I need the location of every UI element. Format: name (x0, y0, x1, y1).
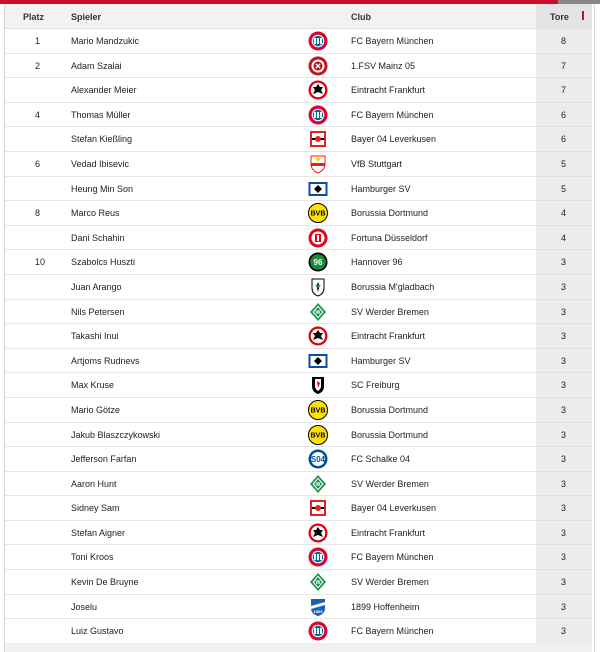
row-goals: 7 (561, 85, 567, 96)
svg-text:S04: S04 (310, 455, 326, 465)
row-position: 1 (35, 36, 41, 46)
row-position: 6 (35, 158, 41, 169)
row-position: 8 (35, 208, 41, 219)
row-club-name[interactable]: SV Werder Bremen (351, 306, 429, 317)
table-row[interactable] (5, 275, 592, 300)
row-player-name[interactable]: Stefan Aigner (71, 527, 126, 538)
row-goals-cell (536, 447, 592, 472)
row-player-name[interactable]: Szabolcs Huszti (71, 257, 136, 268)
row-goals: 6 (561, 134, 567, 145)
row-club-name[interactable]: Borussia Dortmund (351, 208, 429, 219)
row-club-name[interactable]: VfB Stuttgart (351, 158, 403, 169)
row-position: 2 (35, 60, 41, 71)
svg-text:W: W (315, 481, 321, 488)
table-row[interactable] (5, 619, 592, 644)
table-row[interactable] (5, 595, 592, 620)
table-row[interactable] (5, 201, 592, 226)
row-player-name[interactable]: Kevin De Bruyne (71, 577, 139, 588)
row-club-name[interactable]: FC Bayern München (351, 109, 434, 120)
row-goals-cell (536, 127, 592, 152)
sort-arrow-icon (582, 11, 584, 20)
table-row[interactable] (5, 545, 592, 570)
duesseldorf-club-logo-icon[interactable] (308, 228, 328, 248)
row-goals-cell (536, 226, 592, 251)
bayern-club-logo-icon[interactable] (308, 621, 328, 641)
row-goals-cell (536, 619, 592, 644)
row-player-name[interactable]: Max Kruse (71, 380, 115, 391)
row-player-name[interactable]: Toni Kroos (71, 552, 114, 563)
header-tore-label: Tore (550, 12, 569, 22)
row-goals: 3 (561, 527, 567, 538)
table-row[interactable] (5, 226, 592, 251)
table-header (5, 4, 592, 29)
row-club-name[interactable]: Fortuna Düsseldorf (351, 232, 428, 243)
table-row[interactable] (5, 324, 592, 349)
row-goals: 3 (561, 454, 567, 465)
table-row[interactable] (5, 54, 592, 79)
table-row[interactable] (5, 423, 592, 448)
row-goals-cell (536, 152, 592, 177)
row-club-name[interactable]: SV Werder Bremen (351, 577, 429, 588)
table-row[interactable] (5, 152, 592, 177)
row-goals-cell (536, 78, 592, 103)
row-player-name[interactable]: Heung Min Son (71, 183, 134, 194)
frankfurt-club-logo-icon[interactable] (308, 326, 328, 346)
row-player-name[interactable]: Alexander Meier (71, 85, 137, 96)
row-club-name[interactable]: Bayer 04 Leverkusen (351, 134, 437, 145)
row-club-name[interactable]: SV Werder Bremen (351, 478, 429, 489)
row-goals: 7 (561, 60, 567, 71)
row-player-name[interactable]: Nils Petersen (71, 306, 125, 317)
row-club-name[interactable]: Borussia M'gladbach (351, 281, 435, 292)
dortmund-club-logo-icon[interactable] (308, 400, 328, 420)
row-club-name[interactable]: Hamburger SV (351, 355, 411, 366)
row-goals: 3 (561, 478, 567, 489)
row-goals-cell (536, 324, 592, 349)
row-player-name[interactable]: Jakub Blaszczykowski (71, 429, 161, 440)
row-goals: 3 (561, 601, 567, 612)
bayern-club-logo-icon[interactable] (308, 31, 328, 51)
row-club-name[interactable]: Borussia Dortmund (351, 404, 429, 415)
row-goals-cell (536, 250, 592, 275)
row-club-name[interactable]: 1899 Hoffenheim (351, 601, 420, 612)
header-platz[interactable]: Platz (23, 12, 45, 22)
table-row[interactable] (5, 472, 592, 497)
hoffenheim-club-logo-icon[interactable] (308, 597, 328, 617)
row-goals: 5 (561, 158, 567, 169)
row-club-name[interactable]: SC Freiburg (351, 380, 400, 391)
bremen-club-logo-icon[interactable] (308, 474, 328, 494)
row-goals: 3 (561, 380, 567, 391)
bayern-club-logo-icon[interactable] (308, 105, 328, 125)
row-club-name[interactable]: Hamburger SV (351, 183, 411, 194)
row-goals: 3 (561, 503, 567, 514)
row-goals: 8 (561, 36, 567, 46)
bremen-club-logo-icon[interactable] (308, 572, 328, 592)
row-club-name[interactable]: Eintracht Frankfurt (351, 331, 426, 342)
dortmund-club-logo-icon[interactable] (308, 203, 328, 223)
row-player-name[interactable]: Mario Götze (71, 404, 121, 415)
row-goals-cell (536, 398, 592, 423)
table-row[interactable] (5, 570, 592, 595)
row-player-name[interactable]: Mario Mandzukic (71, 36, 140, 46)
header-club[interactable]: Club (351, 12, 371, 22)
gladbach-club-logo-icon[interactable] (308, 277, 328, 297)
row-player-name[interactable]: Aaron Hunt (71, 478, 117, 489)
row-player-name[interactable]: Jefferson Farfan (71, 454, 137, 465)
row-player-name[interactable]: Vedad Ibisevic (71, 158, 130, 169)
bayern-club-logo-icon[interactable] (308, 547, 328, 567)
scorers-table (5, 29, 592, 644)
table-row[interactable] (5, 177, 592, 202)
row-goals-cell (536, 595, 592, 620)
row-goals-cell (536, 570, 592, 595)
row-player-name[interactable]: Artjoms Rudnevs (71, 355, 140, 366)
table-row[interactable] (5, 127, 592, 152)
mainz-club-logo-icon[interactable] (308, 56, 328, 76)
row-goals-cell (536, 472, 592, 497)
row-player-name[interactable]: Juan Arango (71, 281, 122, 292)
table-row[interactable] (5, 300, 592, 325)
row-club-name[interactable]: 1.FSV Mainz 05 (351, 60, 416, 71)
svg-text:BVB: BVB (310, 210, 326, 218)
hannover-club-logo-icon[interactable] (308, 252, 328, 272)
row-goals: 3 (561, 331, 567, 342)
row-club-name[interactable]: Eintracht Frankfurt (351, 527, 426, 538)
row-goals-cell (536, 177, 592, 202)
row-player-name[interactable]: Stefan Kießling (71, 134, 133, 145)
row-goals-cell (536, 545, 592, 570)
row-goals-cell (536, 29, 592, 54)
svg-text:BVB: BVB (310, 432, 326, 439)
row-goals-cell (536, 300, 592, 325)
table-row[interactable] (5, 398, 592, 423)
table-footer (5, 643, 592, 652)
row-position: 4 (35, 109, 41, 120)
row-goals-cell (536, 373, 592, 398)
svg-text:BVB: BVB (310, 407, 326, 415)
row-goals-cell (536, 201, 592, 226)
row-club-name[interactable]: Eintracht Frankfurt (351, 85, 426, 96)
stuttgart-club-logo-icon[interactable] (308, 154, 328, 174)
row-goals: 3 (561, 577, 567, 588)
table-row[interactable] (5, 250, 592, 275)
row-goals: 4 (561, 232, 567, 243)
row-goals-cell (536, 275, 592, 300)
leverkusen-club-logo-icon[interactable] (308, 129, 328, 149)
schalke-club-logo-icon[interactable] (308, 449, 328, 469)
row-player-name[interactable]: Dani Schahin (71, 232, 125, 243)
bremen-club-logo-icon[interactable] (308, 302, 328, 322)
svg-text:1899: 1899 (313, 608, 323, 614)
row-player-name[interactable]: Thomas Müller (71, 109, 131, 120)
row-club-name[interactable]: FC Bayern München (351, 552, 434, 563)
row-player-name[interactable]: Takashi Inui (71, 331, 119, 342)
row-goals-cell (536, 103, 592, 128)
row-position: 10 (35, 257, 46, 268)
leverkusen-club-logo-icon[interactable] (308, 498, 328, 518)
row-player-name[interactable]: Sidney Sam (71, 503, 120, 514)
row-goals: 3 (561, 429, 567, 440)
table-row[interactable] (5, 447, 592, 472)
frankfurt-club-logo-icon[interactable] (308, 80, 328, 100)
freiburg-club-logo-icon[interactable] (308, 375, 328, 395)
row-goals: 3 (561, 552, 567, 563)
row-goals-cell (536, 54, 592, 79)
row-club-name[interactable]: FC Bayern München (351, 626, 434, 637)
row-goals: 3 (561, 257, 567, 268)
header-tore[interactable] (536, 4, 592, 29)
row-player-name[interactable]: Adam Szalai (71, 60, 122, 71)
table-row[interactable] (5, 496, 592, 521)
row-goals: 3 (561, 404, 567, 415)
row-goals-cell (536, 496, 592, 521)
row-goals: 3 (561, 306, 567, 317)
table-row[interactable] (5, 29, 592, 54)
row-goals: 3 (561, 626, 567, 637)
row-goals: 5 (561, 183, 567, 194)
row-goals-cell (536, 423, 592, 448)
row-player-name[interactable]: Luiz Gustavo (71, 626, 124, 637)
row-club-name[interactable]: FC Bayern München (351, 36, 434, 46)
row-player-name[interactable]: Marco Reus (71, 208, 120, 219)
hamburg-club-logo-icon[interactable] (308, 351, 328, 371)
row-club-name[interactable]: Bayer 04 Leverkusen (351, 503, 437, 514)
hamburg-club-logo-icon[interactable] (308, 179, 328, 199)
row-goals-cell (536, 349, 592, 374)
svg-text:W: W (315, 309, 321, 316)
row-goals-cell (536, 521, 592, 546)
table-row[interactable] (5, 103, 592, 128)
row-goals: 6 (561, 109, 567, 120)
frankfurt-club-logo-icon[interactable] (308, 523, 328, 543)
svg-text:W: W (315, 580, 321, 587)
table-row[interactable] (5, 78, 592, 103)
row-club-name[interactable]: Borussia Dortmund (351, 429, 429, 440)
row-goals: 3 (561, 355, 567, 366)
row-club-name[interactable]: Hannover 96 (351, 257, 403, 268)
table-row[interactable] (5, 373, 592, 398)
row-goals: 4 (561, 208, 567, 219)
table-row[interactable] (5, 521, 592, 546)
svg-text:96: 96 (313, 258, 323, 268)
row-player-name[interactable]: Joselu (71, 601, 98, 612)
row-goals: 3 (561, 281, 567, 292)
row-club-name[interactable]: FC Schalke 04 (351, 454, 411, 465)
table-row[interactable] (5, 349, 592, 374)
dortmund-club-logo-icon[interactable] (308, 425, 328, 445)
header-spieler[interactable]: Spieler (71, 12, 102, 22)
